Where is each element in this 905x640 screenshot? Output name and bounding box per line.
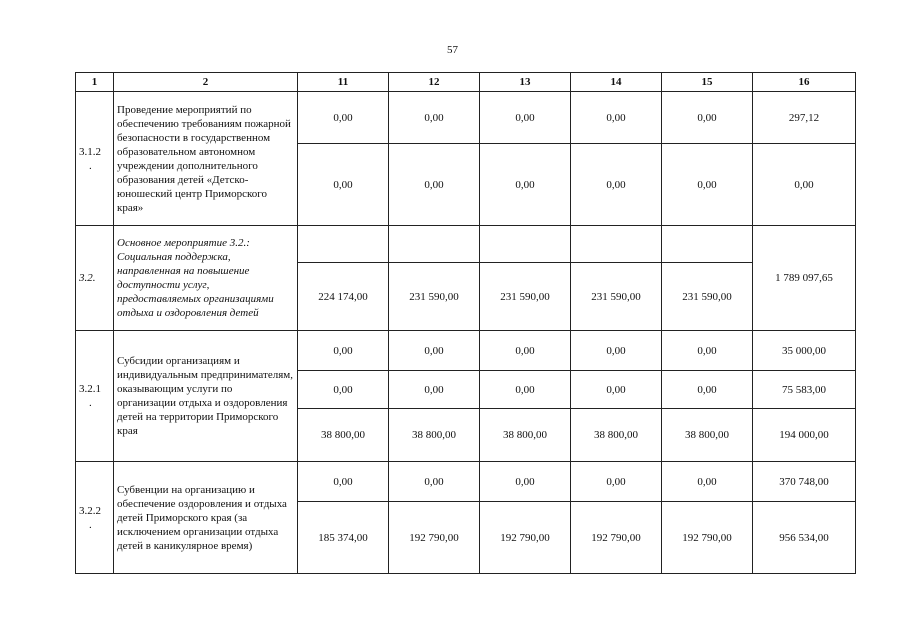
value-cell: 38 800,00 [298,409,389,462]
page-number: 57 [447,44,458,56]
value-cell: 185 374,00 [298,502,389,574]
row-code-cell [76,331,114,462]
header-cell: 15 [662,73,753,92]
row-code-suffix: . [89,159,92,172]
value-cell: 0,00 [389,144,480,226]
row-name: Основное мероприятие 3.2.: Социальная поддержка, направленная на повышение доступности услуг, предоставляемых организациями отдыха и оздоровления детей [114,226,298,331]
value-cell: 0,00 [662,371,753,409]
row-code-suffix: . [89,518,92,531]
value-cell: 0,00 [571,462,662,502]
table-row [76,462,856,502]
value-cell: 192 790,00 [662,502,753,574]
value-cell: 0,00 [571,331,662,371]
header-row [76,73,856,92]
value-cell: 0,00 [662,92,753,144]
header-cell: 12 [389,73,480,92]
value-cell: 0,00 [571,92,662,144]
value-cell: 192 790,00 [571,502,662,574]
header-cell: 2 [114,73,298,92]
value-cell: 0,00 [389,462,480,502]
header-cell: 1 [76,73,114,92]
header-cell: 14 [571,73,662,92]
row-code-cell [76,226,114,331]
row-code-cell [76,462,114,574]
value-cell: 0,00 [298,462,389,502]
value-cell: 0,00 [753,144,856,226]
value-cell: 38 800,00 [480,409,571,462]
header-cell: 16 [753,73,856,92]
value-cell: 297,12 [753,92,856,144]
value-cell: 956 534,00 [753,502,856,574]
value-cell: 192 790,00 [389,502,480,574]
row-code: 3.2.2 [79,504,101,517]
value-cell: 0,00 [480,144,571,226]
value-cell: 194 000,00 [753,409,856,462]
total-cell: 1 789 097,65 [753,226,856,331]
value-cell: 231 590,00 [662,263,753,331]
value-cell: 75 583,00 [753,371,856,409]
value-cell: 38 800,00 [571,409,662,462]
row-name: Субвенции на организацию и обеспечение оздоровления и отдыха детей Приморского края (за исключением организации отдыха детей в каникулярное время) [114,462,298,574]
row-code-suffix: . [89,397,92,409]
row-code: 3.1.2 [79,145,101,158]
value-cell: 0,00 [662,144,753,226]
budget-table [75,72,856,574]
value-cell: 0,00 [662,331,753,371]
table-row [76,226,856,263]
value-cell: 0,00 [480,331,571,371]
value-cell [480,226,571,263]
value-cell: 0,00 [389,371,480,409]
value-cell: 0,00 [298,92,389,144]
value-cell: 0,00 [662,462,753,502]
value-cell: 35 000,00 [753,331,856,371]
value-cell: 0,00 [389,92,480,144]
value-cell: 0,00 [571,144,662,226]
row-name: Проведение мероприятий по обеспечению требованиям пожарной безопасности в государственном образовательном автономном учреждении дополнительного образования детей «Детско-юношеский центр Приморского края» [114,92,298,226]
value-cell: 0,00 [298,371,389,409]
table-row [76,92,856,144]
row-code: 3.2.1 [79,383,101,395]
header-cell: 11 [298,73,389,92]
value-cell: 38 800,00 [389,409,480,462]
value-cell: 0,00 [298,331,389,371]
value-cell [571,226,662,263]
value-cell: 231 590,00 [389,263,480,331]
value-cell: 38 800,00 [662,409,753,462]
value-cell: 0,00 [480,92,571,144]
row-name: Субсидии организациям и индивидуальным предпринимателям, оказывающим услуги по организации отдыха и оздоровления детей на территории Приморского края [114,331,298,462]
value-cell: 370 748,00 [753,462,856,502]
row-code-cell [76,92,114,226]
value-cell [298,226,389,263]
value-cell: 0,00 [389,331,480,371]
row-code: 3.2. [79,272,96,284]
value-cell: 0,00 [298,144,389,226]
value-cell [389,226,480,263]
value-cell [662,226,753,263]
value-cell: 224 174,00 [298,263,389,331]
value-cell: 231 590,00 [571,263,662,331]
value-cell: 231 590,00 [480,263,571,331]
value-cell: 0,00 [571,371,662,409]
table-row [76,331,856,371]
value-cell: 0,00 [480,462,571,502]
value-cell: 0,00 [480,371,571,409]
header-cell: 13 [480,73,571,92]
value-cell: 192 790,00 [480,502,571,574]
